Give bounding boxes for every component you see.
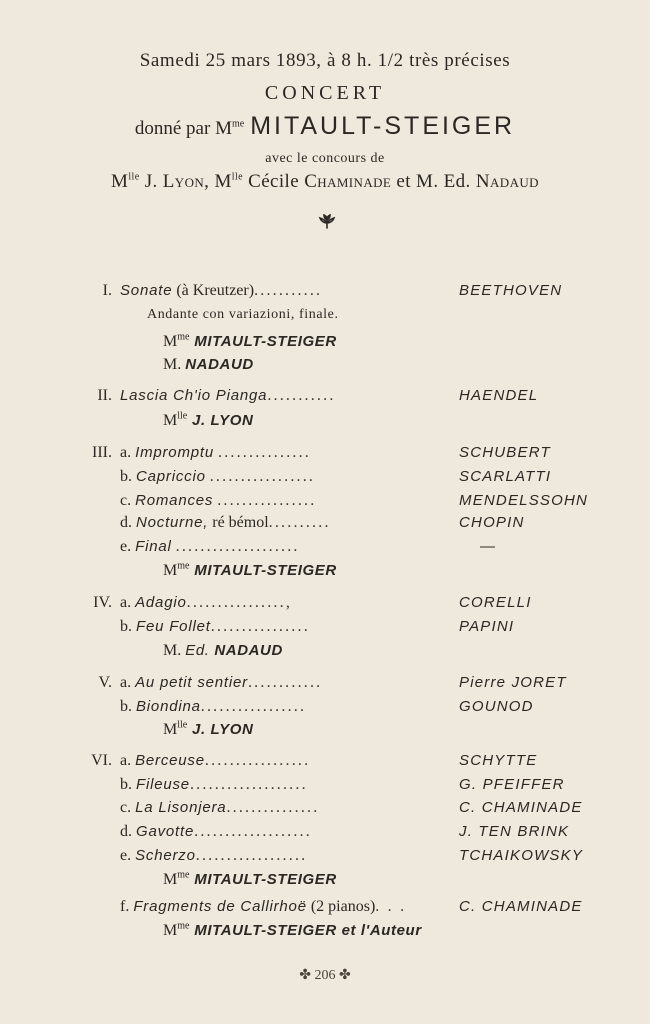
work-title: Adagio	[135, 594, 187, 611]
performer-name: MITAULT-STEIGER et l'Auteur	[189, 922, 422, 939]
work-title: Final	[135, 538, 172, 555]
title-sup: me	[177, 869, 190, 881]
item-letter: e.	[120, 847, 132, 864]
leader-dots: ...................	[194, 823, 312, 840]
title-m: M	[163, 412, 178, 429]
composer: Pierre JORET	[459, 674, 567, 691]
item-letter: c.	[120, 492, 132, 509]
work-title: Romances	[135, 492, 214, 509]
composer: HAENDEL	[459, 387, 539, 404]
work-title: Feu Follet	[136, 618, 211, 635]
title-m: M	[163, 333, 178, 350]
work-detail: ré bémol	[208, 514, 269, 531]
performer-line	[163, 355, 254, 375]
work-title: Biondina	[136, 698, 201, 715]
title-sup: lle	[128, 171, 140, 183]
title-m: M.	[163, 356, 186, 373]
performer-line	[163, 870, 337, 890]
item-letter: b.	[120, 618, 132, 635]
title-m: M	[163, 922, 178, 939]
work-title: Sonate	[120, 282, 173, 299]
given-by-line	[0, 112, 650, 141]
title-m: M	[214, 171, 232, 192]
performer-line	[163, 921, 422, 941]
work-title: Lascia Ch'io Pianga	[120, 387, 268, 404]
composer: CORELLI	[459, 594, 532, 611]
performer-initial: Ed.	[185, 642, 210, 659]
item-letter: a.	[120, 752, 132, 769]
item-letter: a.	[120, 594, 132, 611]
composer: TCHAIKOWSKY	[459, 847, 584, 864]
leader-dots: ...................	[189, 776, 308, 793]
artist-lyon: J. Lyon,	[139, 171, 215, 192]
composer: SCARLATTI	[459, 468, 552, 485]
date-line: Samedi 25 mars 1893, à 8 h. 1/2 très précises	[139, 50, 511, 71]
leader-dots: ...............	[218, 444, 311, 461]
title-sup: me	[177, 331, 190, 343]
leader-dots: ................	[217, 492, 317, 509]
work-title: Fragments de Callirhoë	[133, 898, 307, 915]
artist-chaminade: Chaminade	[304, 171, 392, 192]
ornament-right-icon: ✤	[339, 968, 351, 983]
page-number-text: 206	[314, 968, 336, 983]
composer: SCHYTTE	[459, 752, 538, 769]
guest-artists	[0, 171, 650, 193]
composer: C. CHAMINADE	[459, 799, 583, 816]
leader-dots: .................	[204, 752, 311, 769]
composer: GOUNOD	[459, 698, 534, 715]
leader-dots: ................	[210, 618, 310, 635]
with-line: avec le concours de	[265, 151, 385, 166]
leader-dots: ..................	[195, 847, 308, 864]
item-letter: a.	[120, 444, 132, 461]
composer: BEETHOVEN	[459, 282, 563, 299]
given-by-text: donné par M	[134, 118, 232, 139]
leader-dots: ...........	[267, 387, 336, 404]
movement-note: Andante con variazioni, finale.	[147, 307, 339, 322]
ornament-left-icon: ✤	[299, 968, 311, 983]
item-number: III.	[92, 444, 112, 461]
page-number	[0, 967, 650, 984]
item-letter: b.	[120, 698, 132, 715]
title-m: M	[163, 562, 178, 579]
fleuron-ornament-icon	[318, 214, 336, 230]
item-number: II.	[97, 387, 112, 404]
performer-line	[163, 332, 337, 352]
title-m: M	[163, 721, 178, 738]
work-title: Capriccio	[136, 468, 206, 485]
leader-dots: .................	[200, 698, 307, 715]
performer-line	[163, 641, 283, 661]
leader-dots: ...............	[226, 799, 320, 816]
concert-title: CONCERT	[264, 82, 386, 104]
item-number: VI.	[91, 752, 112, 769]
item-letter: d.	[120, 514, 132, 531]
title-sup: me	[177, 560, 190, 572]
leader-dots: ..........	[268, 514, 331, 531]
work-title: Nocturne,	[136, 514, 209, 531]
performer-name: NADAUD	[209, 642, 283, 659]
composer: MENDELSSOHN	[459, 492, 589, 509]
item-number: V.	[98, 674, 112, 691]
composer: PAPINI	[459, 618, 515, 635]
leader-dots: ............	[247, 674, 323, 691]
item-letter: c.	[120, 799, 132, 816]
work-title: La Lisonjera	[135, 799, 227, 816]
performer-name: J. LYON	[187, 412, 254, 429]
composer: G. PFEIFFER	[459, 776, 565, 793]
work-title: Fileuse	[136, 776, 190, 793]
title-sup: me	[177, 920, 190, 932]
performer-name: MITAULT-STEIGER	[189, 562, 337, 579]
work-detail: (2 pianos)	[306, 898, 376, 915]
performer-name: J. LYON	[187, 721, 254, 738]
performer-name: MITAULT-STEIGER	[189, 333, 337, 350]
leader-dots: . . .	[375, 898, 407, 915]
performer-line	[163, 561, 337, 581]
performer-line	[163, 720, 253, 740]
composer: C. CHAMINADE	[459, 898, 583, 915]
work-title: Scherzo	[135, 847, 196, 864]
title-sup: lle	[177, 719, 188, 731]
leader-dots: ................,	[186, 594, 293, 611]
composer: SCHUBERT	[459, 444, 551, 461]
artist-and-ed: et M. Ed.	[391, 171, 476, 192]
leader-dots: ...........	[254, 282, 323, 299]
title-sup: me	[231, 118, 245, 130]
composer: —	[480, 538, 497, 555]
work-title: Gavotte	[136, 823, 195, 840]
item-letter: f.	[120, 898, 130, 915]
main-artist: MITAULT-STEIGER	[250, 112, 516, 140]
work-detail: (à Kreutzer)	[172, 282, 255, 299]
title-m: M.	[163, 642, 186, 659]
item-letter: d.	[120, 823, 132, 840]
item-number: I.	[102, 282, 112, 299]
composer: J. TEN BRINK	[459, 823, 570, 840]
artist-nadaud: Nadaud	[475, 171, 539, 192]
composer: CHOPIN	[459, 514, 525, 531]
title-m: M	[111, 171, 129, 192]
leader-dots: ....................	[175, 538, 300, 555]
work-title: Berceuse	[135, 752, 205, 769]
item-letter: e.	[120, 538, 132, 555]
title-m: M	[163, 871, 178, 888]
artist-cecile: Cécile	[242, 171, 305, 192]
work-title: Impromptu	[135, 444, 214, 461]
work-title: Au petit sentier	[135, 674, 248, 691]
performer-name: NADAUD	[185, 356, 254, 373]
item-letter: b.	[120, 776, 132, 793]
title-sup: lle	[177, 410, 188, 422]
item-letter: b.	[120, 468, 132, 485]
leader-dots: .................	[209, 468, 316, 485]
performer-line	[163, 411, 253, 431]
item-number: IV.	[93, 594, 112, 611]
performer-name: MITAULT-STEIGER	[189, 871, 337, 888]
item-letter: a.	[120, 674, 132, 691]
title-sup: lle	[231, 171, 243, 183]
